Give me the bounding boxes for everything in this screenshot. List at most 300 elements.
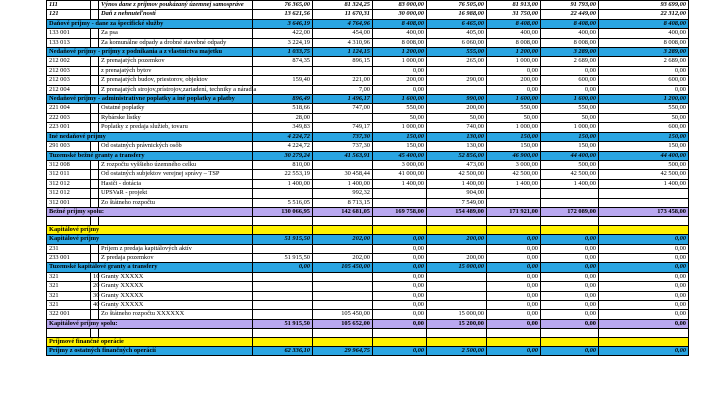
value-cell: 22 449,00	[541, 10, 599, 19]
value-cell: 0,00	[541, 300, 599, 309]
value-cell: 3 646,19	[253, 19, 313, 28]
value-cell: 0,00	[599, 263, 689, 272]
item-name: Granty XXXXX	[99, 291, 253, 300]
value-cell: 200,00	[487, 76, 541, 85]
value-cell: 600,00	[541, 76, 599, 85]
sub-code	[91, 198, 99, 207]
value-cell: 0,00	[373, 263, 427, 272]
value-cell: 105 450,00	[313, 263, 373, 272]
table-row	[47, 170, 689, 179]
value-cell: 0,00	[599, 235, 689, 244]
item-name: Ostatné poplatky	[99, 104, 253, 113]
value-cell: 1 400,00	[427, 179, 487, 188]
item-name: Z prenajatých budov, priestorov, objektov	[99, 76, 253, 85]
value-cell: 349,83	[253, 123, 313, 132]
value-cell: 42 500,00	[599, 170, 689, 179]
value-cell: 405,00	[427, 29, 487, 38]
sub-code	[91, 244, 99, 253]
value-cell: 0,00	[373, 85, 427, 94]
value-cell: 737,30	[313, 132, 373, 141]
value-cell: 76 365,00	[253, 1, 313, 10]
account-code: 231	[47, 244, 91, 253]
value-cell: 150,00	[599, 132, 689, 141]
value-cell: 8 008,00	[599, 38, 689, 47]
value-cell: 0,00	[373, 300, 427, 309]
table-row	[47, 291, 689, 300]
value-cell: 1 600,00	[487, 95, 541, 104]
value-cell: 5 516,05	[253, 198, 313, 207]
sub-code	[91, 123, 99, 132]
sub-code	[91, 217, 99, 225]
account-code: 312 011	[47, 170, 91, 179]
value-cell	[253, 85, 313, 94]
value-cell	[427, 291, 487, 300]
value-cell: 2 500,00	[427, 347, 487, 356]
sub-code	[91, 76, 99, 85]
value-cell: 0,00	[541, 235, 599, 244]
value-cell: 1 200,00	[487, 48, 541, 57]
table-row	[47, 104, 689, 113]
value-cell: 400,00	[373, 29, 427, 38]
value-cell	[487, 217, 541, 225]
value-cell: 0,00	[373, 282, 427, 291]
value-cell: 3 000,00	[487, 160, 541, 169]
account-code: 312 008	[47, 160, 91, 169]
value-cell	[427, 225, 487, 234]
value-cell: 15 200,00	[427, 319, 487, 328]
value-cell: 0,00	[373, 253, 427, 262]
table-row	[47, 160, 689, 169]
item-name: Rybárske lístky	[99, 113, 253, 122]
value-cell: 15 000,00	[427, 310, 487, 319]
account-code	[47, 329, 91, 337]
value-cell: 0,00	[487, 300, 541, 309]
sub-code: 20	[91, 282, 99, 291]
value-cell: 3 289,00	[541, 48, 599, 57]
value-cell	[373, 225, 427, 234]
item-name: Zo štátneho rozpočtu XXXXXX	[99, 310, 253, 319]
value-cell: 8 408,00	[541, 19, 599, 28]
sub-code	[91, 189, 99, 198]
account-code: 212 004	[47, 85, 91, 94]
value-cell: 1 400,00	[599, 179, 689, 188]
value-cell: 550,00	[373, 104, 427, 113]
table-row	[47, 76, 689, 85]
table-row	[47, 272, 689, 281]
value-cell: 93 699,00	[599, 1, 689, 10]
value-cell: 200,00	[373, 76, 427, 85]
value-cell: 41 563,91	[313, 151, 373, 160]
yel-row	[47, 225, 689, 234]
row-label: Bežné príjmy spolu:	[47, 207, 253, 216]
value-cell: 6 060,00	[427, 38, 487, 47]
account-code: 312 012	[47, 189, 91, 198]
value-cell: 0,00	[541, 282, 599, 291]
sub-code: 40	[91, 300, 99, 309]
value-cell: 42 500,00	[541, 170, 599, 179]
value-cell: 600,00	[599, 123, 689, 132]
value-cell: 0,00	[487, 291, 541, 300]
item-name: Príjem z predaja kapitálových aktív	[99, 244, 253, 253]
value-cell: 0,00	[487, 244, 541, 253]
row-label: Daňové príjmy - dane za špecifické služby	[47, 19, 253, 28]
value-cell: 0,00	[599, 310, 689, 319]
value-cell: 0,00	[599, 272, 689, 281]
item-name: Poplatky z predaja služieb, tovaru	[99, 123, 253, 132]
value-cell	[253, 300, 313, 309]
blank-row	[47, 217, 689, 225]
account-code: 222 003	[47, 113, 91, 122]
sub-code	[91, 160, 99, 169]
item-name: Zo štátneho rozpočtu	[99, 198, 253, 207]
item-name: Z rozpočtu vyššieho územného celku	[99, 160, 253, 169]
value-cell: 130,00	[427, 142, 487, 151]
value-cell: 50,00	[487, 113, 541, 122]
value-cell: 555,00	[427, 48, 487, 57]
value-cell: 30 458,44	[313, 170, 373, 179]
value-cell: 473,00	[427, 160, 487, 169]
value-cell: 0,00	[599, 244, 689, 253]
value-cell	[313, 217, 373, 225]
value-cell: 13 621,56	[253, 10, 313, 19]
value-cell: 422,00	[253, 29, 313, 38]
item-name: Granty XXXXX	[99, 272, 253, 281]
value-cell: 169 758,00	[373, 207, 427, 216]
value-cell: 0,00	[373, 347, 427, 356]
value-cell: 150,00	[373, 132, 427, 141]
value-cell	[313, 225, 373, 234]
value-cell: 0,00	[487, 347, 541, 356]
value-cell	[427, 300, 487, 309]
item-name: Za psa	[99, 29, 253, 38]
value-cell	[487, 337, 541, 346]
value-cell: 737,30	[313, 142, 373, 151]
sub-code	[91, 253, 99, 262]
value-cell: 1 400,00	[487, 179, 541, 188]
blank-row	[47, 329, 689, 337]
item-name: Od ostatných subjektov verejnej správy – TSP	[99, 170, 253, 179]
value-cell	[253, 189, 313, 198]
value-cell: 0,00	[541, 319, 599, 328]
value-cell: 4 310,96	[313, 38, 373, 47]
value-cell	[599, 329, 689, 337]
value-cell: 0,00	[373, 272, 427, 281]
value-cell: 8 408,00	[599, 19, 689, 28]
value-cell: 896,49	[253, 95, 313, 104]
account-code: 312 001	[47, 198, 91, 207]
value-cell: 22 312,00	[599, 10, 689, 19]
sub-code	[91, 329, 99, 337]
value-cell: 28,00	[253, 113, 313, 122]
value-cell	[253, 225, 313, 234]
account-code: 321	[47, 291, 91, 300]
value-cell	[541, 189, 599, 198]
value-cell: 150,00	[487, 142, 541, 151]
account-code: 212 003	[47, 66, 91, 75]
value-cell	[427, 85, 487, 94]
value-cell: 172 089,00	[541, 207, 599, 216]
value-cell: 1 200,00	[599, 95, 689, 104]
value-cell: 3 289,00	[599, 48, 689, 57]
value-cell: 990,00	[427, 95, 487, 104]
value-cell: 992,32	[313, 189, 373, 198]
value-cell: 154 489,00	[427, 207, 487, 216]
value-cell: 2 689,00	[541, 57, 599, 66]
sub-code	[91, 179, 99, 188]
value-cell	[599, 217, 689, 225]
account-code: 321	[47, 282, 91, 291]
value-cell: 400,00	[487, 29, 541, 38]
value-cell: 44 400,00	[541, 151, 599, 160]
value-cell: 81 324,25	[313, 1, 373, 10]
value-cell: 0,00	[373, 66, 427, 75]
value-cell	[313, 272, 373, 281]
value-cell: 874,35	[253, 57, 313, 66]
value-cell: 1 600,00	[541, 95, 599, 104]
value-cell: 0,00	[487, 272, 541, 281]
value-cell	[541, 337, 599, 346]
value-cell: 173 458,00	[599, 207, 689, 216]
table-row	[47, 282, 689, 291]
item-name: Daň z nehnuteľností	[99, 10, 253, 19]
sub-code	[91, 66, 99, 75]
sub-code	[91, 310, 99, 319]
value-cell	[313, 66, 373, 75]
value-cell: 1 000,00	[487, 123, 541, 132]
account-code: 221 004	[47, 104, 91, 113]
item-name: Hasiči - dotácia	[99, 179, 253, 188]
value-cell: 0,00	[541, 272, 599, 281]
value-cell: 50,00	[373, 113, 427, 122]
value-cell	[253, 244, 313, 253]
value-cell	[599, 198, 689, 207]
sub-code: 10	[91, 272, 99, 281]
value-cell: 810,00	[253, 160, 313, 169]
value-cell: 1 600,00	[373, 95, 427, 104]
value-cell	[373, 329, 427, 337]
value-cell: 0,00	[373, 319, 427, 328]
value-cell: 51 915,50	[253, 235, 313, 244]
value-cell: 0,00	[541, 347, 599, 356]
item-name: Od ostatných právnických osôb	[99, 142, 253, 151]
value-cell: 1 124,15	[313, 48, 373, 57]
value-cell: 550,00	[541, 104, 599, 113]
table-row	[47, 300, 689, 309]
row-label: Nedaňové príjmy - administratívne poplatky a iné poplatky a platby	[47, 95, 253, 104]
value-cell: 0,00	[599, 282, 689, 291]
table-row	[47, 66, 689, 75]
cat-row	[47, 151, 689, 160]
value-cell	[487, 189, 541, 198]
item-name	[99, 217, 253, 225]
sub-code	[91, 10, 99, 19]
value-cell: 150,00	[599, 142, 689, 151]
sub-code	[91, 85, 99, 94]
account-code: 321	[47, 300, 91, 309]
value-cell	[253, 291, 313, 300]
row-label: Príjmy z ostatných finančných operácií	[47, 347, 253, 356]
value-cell	[599, 337, 689, 346]
value-cell	[541, 217, 599, 225]
value-cell: 0,00	[487, 263, 541, 272]
value-cell: 740,00	[427, 123, 487, 132]
value-cell: 200,00	[427, 235, 487, 244]
value-cell: 0,00	[541, 66, 599, 75]
sub-code	[91, 1, 99, 10]
table-row	[47, 310, 689, 319]
value-cell: 0,00	[541, 310, 599, 319]
cat-row	[47, 132, 689, 141]
value-cell: 0,00	[373, 235, 427, 244]
value-cell: 46 900,00	[487, 151, 541, 160]
value-cell: 0,00	[599, 291, 689, 300]
value-cell: 454,00	[313, 29, 373, 38]
value-cell	[427, 337, 487, 346]
table-row	[47, 57, 689, 66]
value-cell: 81 913,00	[487, 1, 541, 10]
value-cell: 550,00	[487, 104, 541, 113]
table-row	[47, 179, 689, 188]
value-cell	[313, 282, 373, 291]
value-cell: 150,00	[541, 142, 599, 151]
value-cell: 904,00	[427, 189, 487, 198]
value-cell: 30 000,00	[373, 10, 427, 19]
value-cell: 400,00	[541, 29, 599, 38]
account-code: 212 003	[47, 76, 91, 85]
value-cell	[313, 244, 373, 253]
value-cell	[487, 198, 541, 207]
item-name: Z prenajatých pozemkov	[99, 57, 253, 66]
cat-row	[47, 95, 689, 104]
value-cell: 0,00	[487, 66, 541, 75]
value-cell: 0,00	[487, 282, 541, 291]
value-cell: 518,66	[253, 104, 313, 113]
account-code: 291 003	[47, 142, 91, 151]
value-cell	[427, 329, 487, 337]
sub-code	[91, 104, 99, 113]
account-code: 133 001	[47, 29, 91, 38]
value-cell: 8 008,00	[541, 38, 599, 47]
value-cell: 150,00	[487, 132, 541, 141]
value-cell: 0,00	[487, 235, 541, 244]
value-cell: 202,00	[313, 253, 373, 262]
value-cell	[373, 189, 427, 198]
account-code: 111	[47, 1, 91, 10]
sub-code	[91, 38, 99, 47]
value-cell: 30 279,24	[253, 151, 313, 160]
value-cell: 1 000,00	[373, 123, 427, 132]
value-cell: 22 553,19	[253, 170, 313, 179]
sub-code: 30	[91, 291, 99, 300]
value-cell: 1 400,00	[541, 179, 599, 188]
value-cell	[313, 337, 373, 346]
value-cell: 15 000,00	[427, 263, 487, 272]
value-cell	[253, 337, 313, 346]
value-cell	[541, 225, 599, 234]
yel-row	[47, 337, 689, 346]
value-cell: 3 000,00	[373, 160, 427, 169]
value-cell	[313, 291, 373, 300]
table-row	[47, 142, 689, 151]
value-cell: 0,00	[373, 291, 427, 300]
value-cell: 0,00	[541, 85, 599, 94]
item-name: Za komunálne odpady a drobné stavebné odpady	[99, 38, 253, 47]
value-cell: 31 750,00	[487, 10, 541, 19]
value-cell: 4 224,72	[253, 142, 313, 151]
value-cell	[253, 282, 313, 291]
row-label: Nedaňové príjmy - príjmy z podnikania a z vlastníctva majetku	[47, 48, 253, 57]
value-cell: 0,00	[541, 291, 599, 300]
row-label: Kapitálové príjmy	[47, 235, 253, 244]
value-cell: 91 793,00	[541, 1, 599, 10]
value-cell	[253, 66, 313, 75]
budget-spreadsheet	[46, 0, 688, 356]
head-row	[47, 1, 689, 10]
value-cell: 896,15	[313, 57, 373, 66]
row-label: Kapitálové príjmy spolu:	[47, 319, 253, 328]
value-cell: 0,00	[541, 253, 599, 262]
value-cell: 8 713,15	[313, 198, 373, 207]
value-cell	[487, 329, 541, 337]
value-cell: 0,00	[487, 253, 541, 262]
table-row	[47, 123, 689, 132]
value-cell: 52 856,00	[427, 151, 487, 160]
account-code: 133 013	[47, 38, 91, 47]
value-cell: 600,00	[599, 76, 689, 85]
sum-row	[47, 207, 689, 216]
account-code: 223 001	[47, 123, 91, 132]
cat-row	[47, 347, 689, 356]
value-cell	[313, 300, 373, 309]
value-cell: 0,00	[373, 310, 427, 319]
value-cell: 1 400,00	[253, 179, 313, 188]
sub-code	[91, 29, 99, 38]
table-row	[47, 38, 689, 47]
value-cell: 150,00	[541, 132, 599, 141]
value-cell: 0,00	[599, 85, 689, 94]
value-cell: 11 670,31	[313, 10, 373, 19]
value-cell: 0,00	[599, 66, 689, 75]
revenue-table	[46, 0, 689, 356]
value-cell	[599, 225, 689, 234]
value-cell: 142 681,05	[313, 207, 373, 216]
row-label: Iné nedaňové príjmy	[47, 132, 253, 141]
value-cell: 4 224,72	[253, 132, 313, 141]
row-label: Príjmové finančné operácie	[47, 337, 253, 346]
value-cell: 400,00	[599, 29, 689, 38]
value-cell: 44 400,00	[599, 151, 689, 160]
value-cell	[427, 217, 487, 225]
value-cell: 1 496,17	[313, 95, 373, 104]
value-cell: 1 200,00	[373, 48, 427, 57]
value-cell: 42 500,00	[427, 170, 487, 179]
value-cell: 0,00	[541, 263, 599, 272]
value-cell: 3 224,19	[253, 38, 313, 47]
account-code: 121	[47, 10, 91, 19]
sub-code	[91, 142, 99, 151]
value-cell: 0,00	[599, 253, 689, 262]
value-cell: 1 000,00	[487, 57, 541, 66]
row-label: Tuzemské bežné granty a transfery	[47, 151, 253, 160]
value-cell: 51 915,50	[253, 319, 313, 328]
value-cell: 1 000,00	[541, 123, 599, 132]
value-cell	[427, 244, 487, 253]
value-cell: 747,00	[313, 104, 373, 113]
cat-row	[47, 263, 689, 272]
value-cell: 7 549,00	[427, 198, 487, 207]
table-row	[47, 85, 689, 94]
value-cell: 0,00	[487, 310, 541, 319]
